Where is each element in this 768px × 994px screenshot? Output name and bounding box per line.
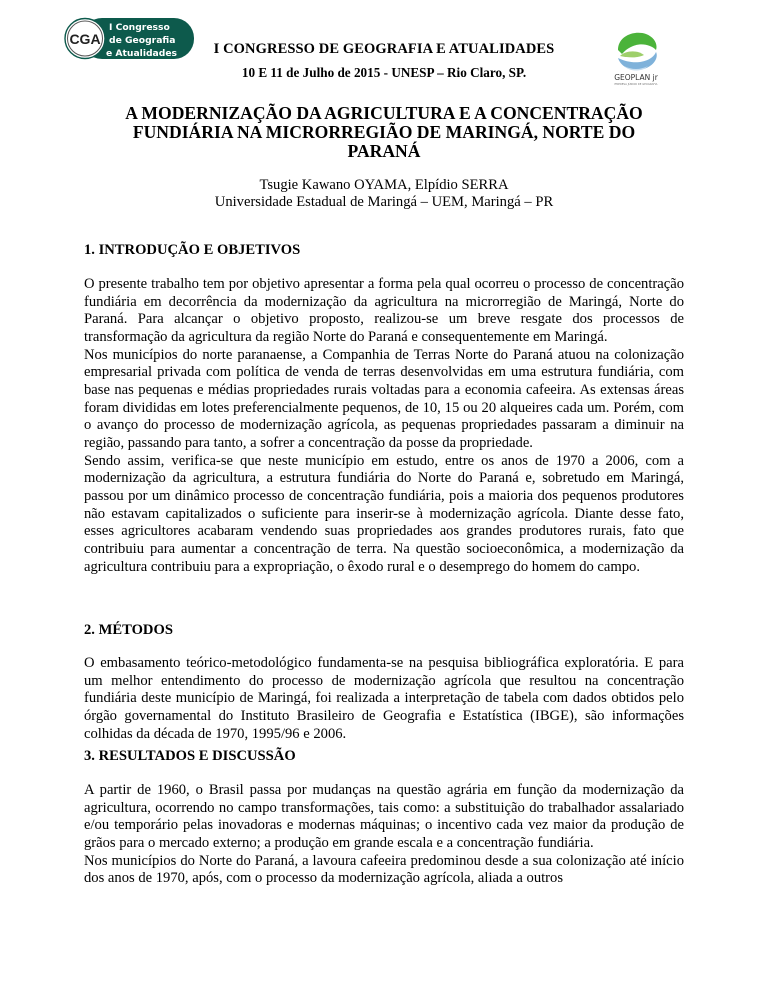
title-line: PARANÁ <box>347 141 421 161</box>
authors: Tsugie Kawano OYAMA, Elpídio SERRA <box>259 177 509 193</box>
section-body <box>84 782 684 888</box>
logo-tagline: EMPRESA JÚNIOR DE GEOGRAFIA <box>614 83 658 86</box>
affiliation: Universidade Estadual de Maringá – UEM, Maringá – PR <box>214 194 554 210</box>
paragraph: Nos municípios do Norte do Paraná, a lavoura cafeeira predominou desde a sua colonização até início dos anos de 1970, após, com o processo da modernização agrícola, aliada a outros <box>84 852 684 887</box>
title-line: A MODERNIZAÇÃO DA AGRICULTURA E A CONCENTRAÇÃO <box>125 103 643 123</box>
paragraph: Nos municípios do norte paranaense, a Companhia de Terras Norte do Paraná atuou na colonização empresarial privada com política de venda de terras desenvolvidas em uma estrutura fundiária, com base nas pequenas e médias propriedades rurais voltadas para a economia cafeeira. As extensas áreas foram divididas em lotes preferencialmente pequenos, de 10, 15 ou 20 alqueires cada um. Porém, com o avanço do processo de modernização agrícola, as pequenas propriedades passaram a diminuir na região, passando para tanto, a sofrer a concentração da posse da propriedade. <box>84 346 684 451</box>
section-heading: 1. INTRODUÇÃO E OBJETIVOS <box>84 242 301 258</box>
paragraph: O presente trabalho tem por objetivo apresentar a forma pela qual ocorreu o processo de concentração fundiária em decorrência da modernização da agricultura na microrregião de Maringá, Norte do Paraná. Para alcançar o objetivo proposto, realizou-se um breve resgate dos processos de transformação da agricultura da região Norte do Paraná e consequentemente em Maringá. <box>84 276 684 345</box>
paragraph: A partir de 1960, o Brasil passa por mudanças na questão agrária em função da modernização da agricultura, ocorrendo no campo transformações, tais como: a substituição do trabalhador assalariado e/ou temporário pelas inovadoras e modernas máquinas; o incentivo cada vez maior da produção de grãos para o mercado externo; a produção em grande escala e a concentração fundiária. <box>84 782 684 851</box>
logo-line-1: I Congresso <box>109 22 170 33</box>
geoplan-jr-logo <box>608 28 664 86</box>
paragraph: Sendo assim, verifica-se que neste município em estudo, entre os anos de 1970 a 2006, com a modernização da agricultura, a estrutura fundiária do Norte do Paraná e, sobretudo em Maringá, passou por um dinâmico processo de concentração fundiária, pois a maioria dos pequenos produtores não estavam capitalizados o suficiente para inserir-se à modernização agrícola. Diante desse fato, esses agricultores acabaram vendendo suas propriedades aos grandes produtores rurais, fato que contribuiu para aumentar a concentração de terra. Na questão socioeconômica, a modernização da agricultura contribuiu para a expropriação, o êxodo rural e o desemprego do homem do campo. <box>84 452 684 575</box>
section-heading: 3. RESULTADOS E DISCUSSÃO <box>84 748 296 764</box>
section-body <box>84 276 684 576</box>
logo-green-leaf <box>618 33 657 54</box>
conference-title: I CONGRESSO DE GEOGRAFIA E ATUALIDADES <box>213 41 555 57</box>
logo-line-3: e Atualidades <box>106 48 178 59</box>
conference-subtitle: 10 E 11 de Julho de 2015 - UNESP – Rio Claro, SP. <box>241 65 527 80</box>
section-body <box>84 655 684 743</box>
author-block <box>96 177 672 211</box>
cga-congress-logo <box>64 15 196 62</box>
section-heading: 2. MÉTODOS <box>84 622 173 638</box>
paper-title <box>96 104 672 161</box>
logo-wordmark: GEOPLAN jr <box>614 73 658 82</box>
paragraph: O embasamento teórico-metodológico fundamenta-se na pesquisa bibliográfica exploratória. E para um melhor entendimento do processo de modernização agrícola que resultou na concentração fundiária deste município de Maringá, foi realizada a interpretação de tabela com dados obtidos pelo órgão governamental do Instituto Brasileiro de Geografia e Estatística (IBGE), são informações colhidas da década de 1970, 1995/96 e 2006. <box>84 655 684 742</box>
logo-light-leaf <box>620 51 644 57</box>
title-line: FUNDIÁRIA NA MICRORREGIÃO DE MARINGÁ, NORTE DO <box>132 122 636 142</box>
logo-line-2: de Geografia <box>109 35 176 46</box>
logo-monogram: CGA <box>69 31 101 47</box>
